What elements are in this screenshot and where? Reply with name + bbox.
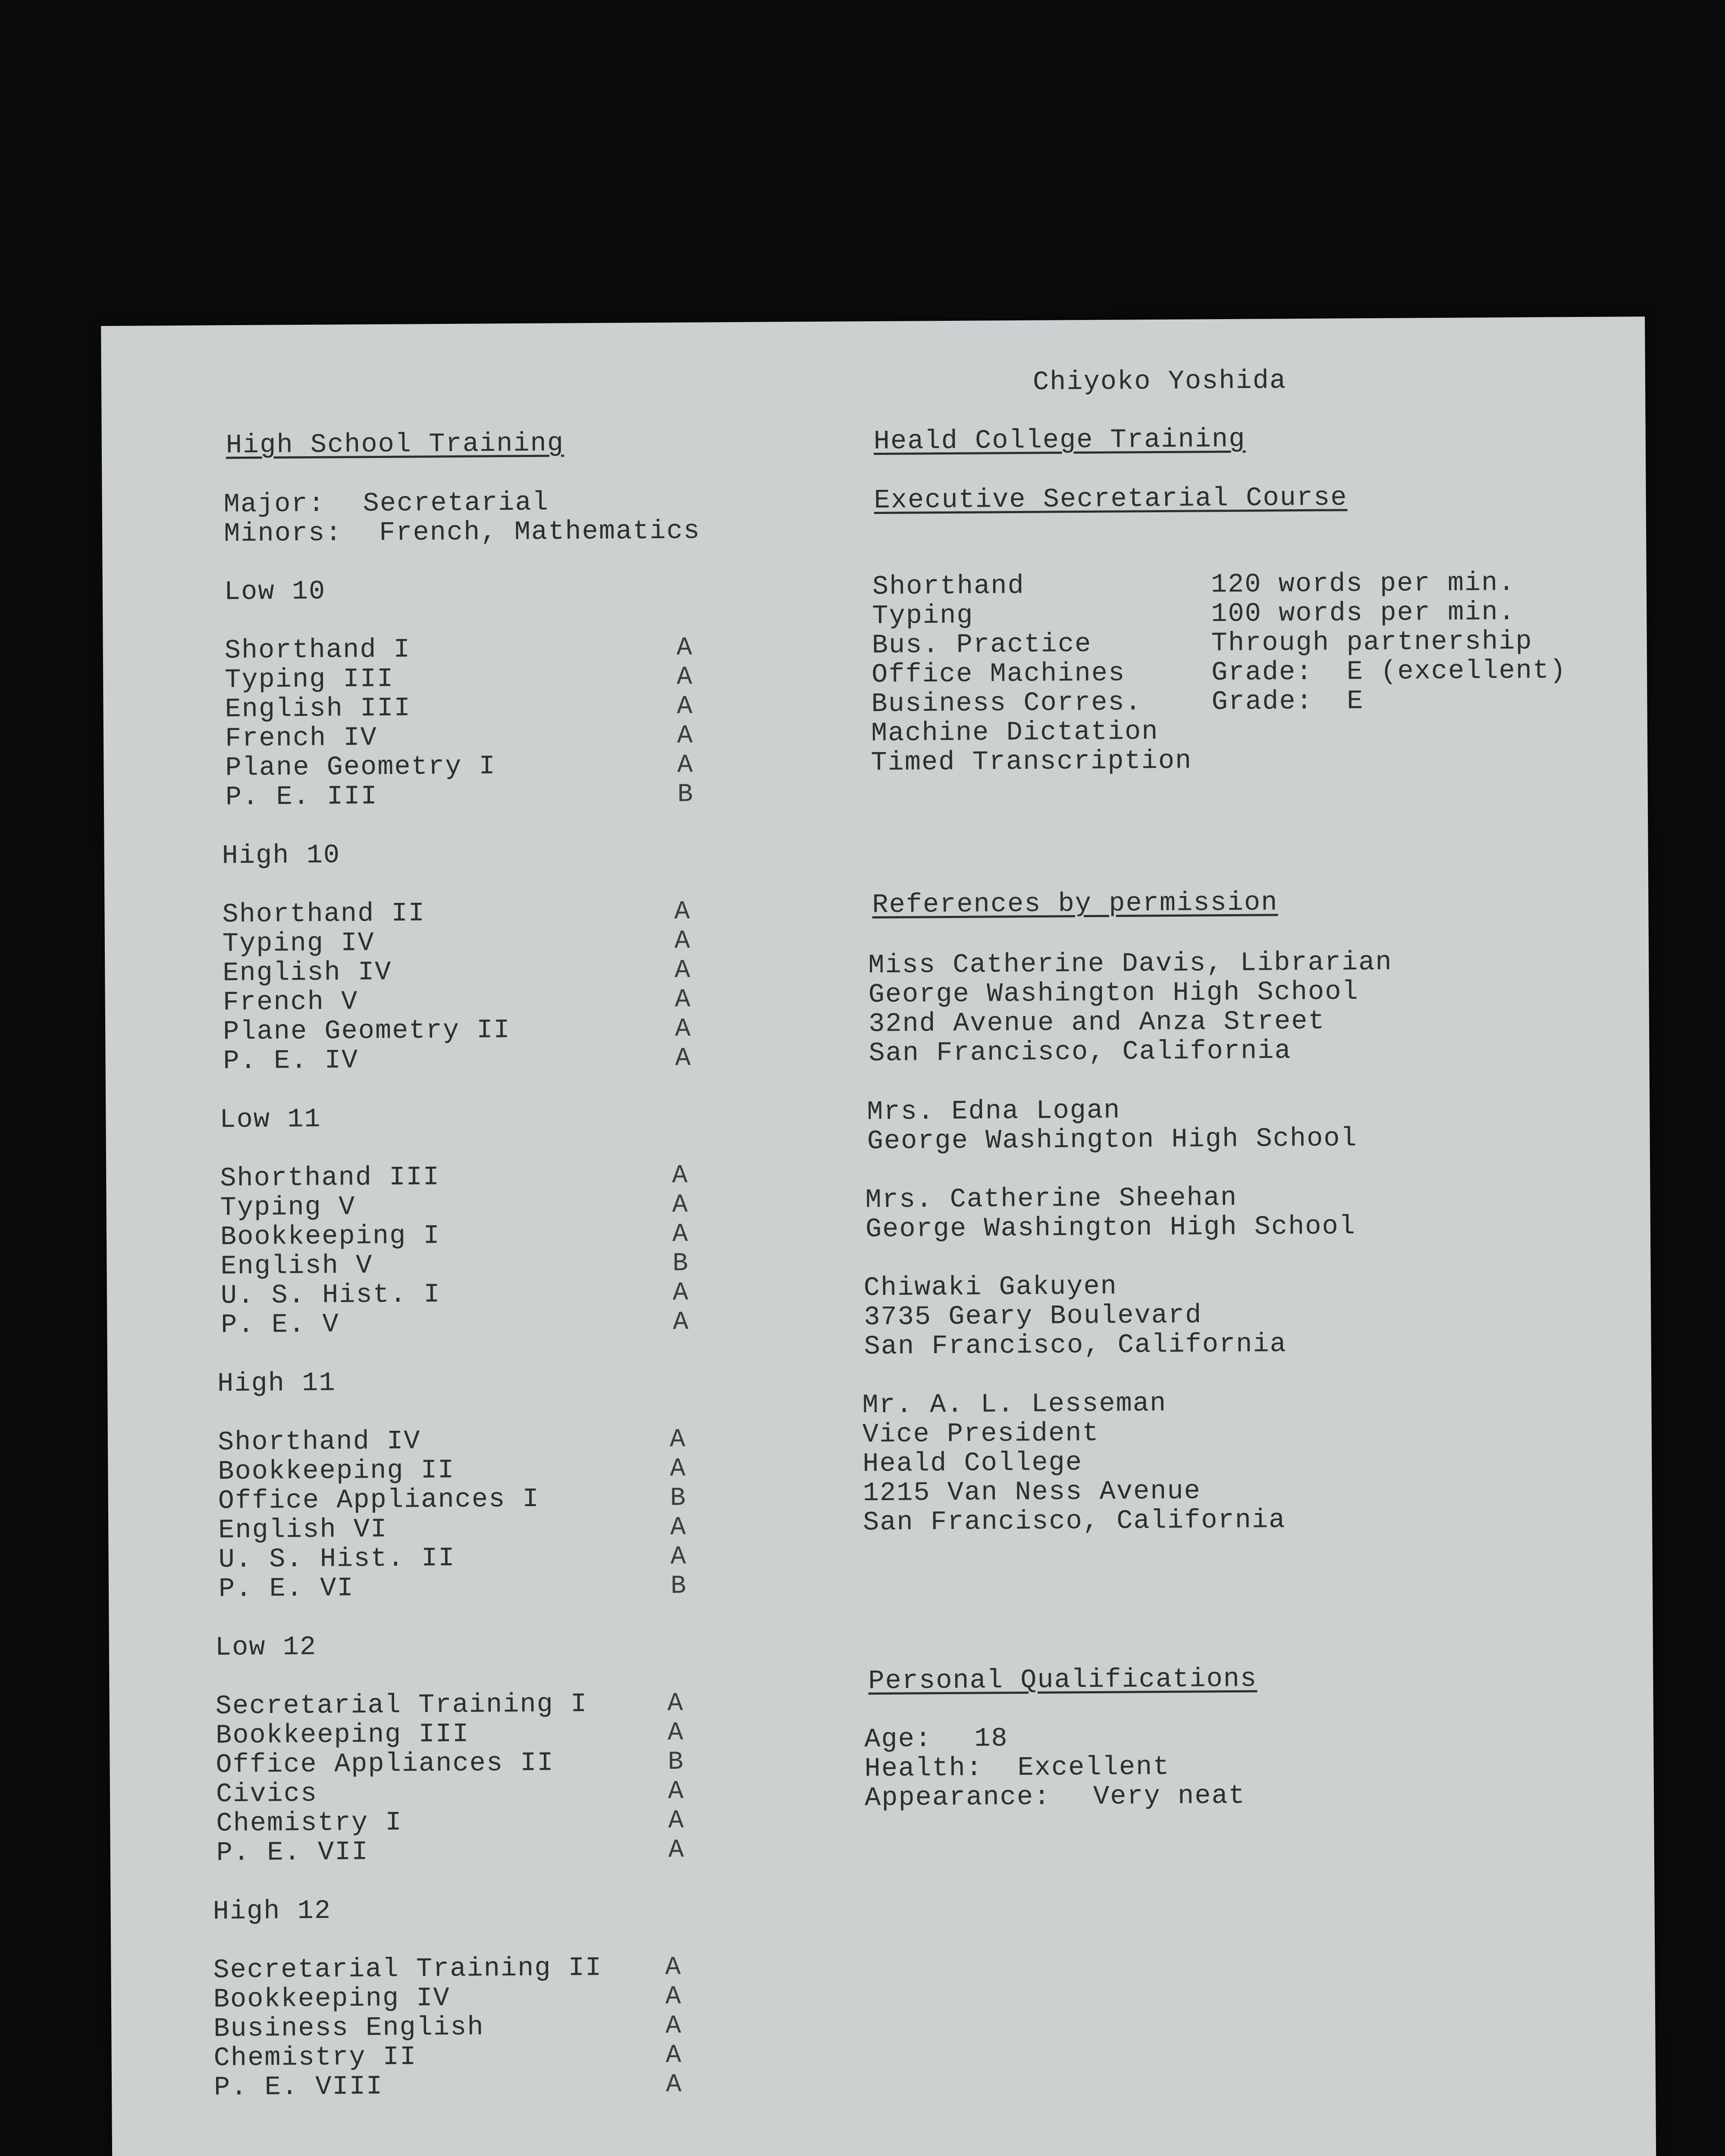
course-name: English III [225,693,411,725]
skill-detail: Grade: E (excellent) [1211,655,1567,688]
course-grade: A [670,1513,687,1542]
course-name: Plane Geometry II [223,1015,511,1047]
personal-qualifications-heading: Personal Qualifications [868,1663,1258,1697]
course-grade: A [668,1806,685,1836]
personal-value: Very neat [1093,1780,1246,1812]
course-grade: A [665,2011,682,2041]
course-name: Business English [213,2012,484,2044]
course-grade: B [670,1483,687,1513]
course-name: Shorthand IV [217,1426,421,1458]
term-heading: Low 10 [224,576,326,608]
course-name: Bookkeeping II [218,1455,455,1487]
course-name: Chemistry I [216,1807,402,1839]
high-school-training-heading: High School Training [226,428,565,461]
course-name: French IV [225,722,378,754]
course-name: Bookkeeping IV [213,1983,450,2015]
course-grade: B [670,1571,687,1601]
course-grade: A [670,1542,687,1572]
course-grade: A [672,1161,689,1191]
personal-label: Appearance: [864,1781,1051,1814]
course-grade: A [668,1835,685,1865]
course-grade: A [676,633,693,663]
minors-label: Minors: [223,517,342,549]
course-name: Office Appliances I [218,1483,539,1517]
course-name: Shorthand III [220,1162,440,1194]
course-name: Plane Geometry I [225,751,496,783]
course-name: P. E. IV [223,1045,359,1077]
reference-line: Mrs. Edna Logan [867,1095,1121,1128]
reference-line: San Francisco, California [864,1329,1287,1362]
course-grade: A [672,1190,689,1220]
course-name: English V [220,1250,373,1282]
course-grade: A [674,1014,692,1044]
course-name: English IV [223,956,392,989]
course-name: Shorthand II [222,898,426,930]
resume-page [101,317,1657,2156]
reference-line: Miss Catherine Davis, Librarian [868,946,1393,981]
course-grade: A [665,2040,682,2071]
course-grade: A [676,662,693,692]
reference-line: George Washington High School [865,1211,1356,1245]
course-name: P. E. VI [218,1573,354,1604]
course-grade: A [667,1689,684,1719]
course-name: Office Appliances II [216,1747,554,1780]
course-grade: A [674,956,691,985]
major-value: Secretarial [363,487,549,519]
reference-line: 1215 Van Ness Avenue [862,1476,1201,1509]
reference-line: 32nd Avenue and Anza Street [868,1006,1325,1040]
personal-label: Health: [864,1752,983,1784]
personal-value: Excellent [1017,1751,1170,1783]
course-grade: A [674,985,691,1015]
skill-name: Business Corres. [871,687,1142,720]
course-name: U. S. Hist. II [218,1543,455,1575]
course-name: Civics [216,1778,318,1810]
reference-line: George Washington High School [868,976,1359,1010]
course-grade: A [677,750,694,780]
skill-name: Timed Transcription [871,745,1192,778]
term-heading: High 10 [222,840,341,871]
skill-detail: 120 words per min. [1211,567,1515,600]
course-grade: A [674,897,691,927]
reference-line: Mr. A. L. Lesseman [862,1388,1167,1421]
reference-line: George Washington High School [867,1123,1358,1157]
executive-secretarial-course-heading: Executive Secretarial Course [874,482,1348,516]
reference-line: Heald College [862,1447,1083,1479]
course-name: P. E. VIII [213,2071,383,2103]
skill-detail: Through partnership [1211,626,1533,659]
reference-line: Vice President [862,1417,1100,1450]
course-grade: A [665,1982,682,2012]
personal-label: Age: [864,1724,932,1755]
reference-line: Mrs. Catherine Sheehan [865,1182,1238,1216]
course-name: P. E. VII [216,1836,369,1868]
course-name: Chemistry II [213,2041,417,2074]
course-name: P. E. III [225,781,378,813]
skill-name: Shorthand [872,570,1025,602]
course-grade: A [667,1718,684,1748]
course-name: U. S. Hist. I [220,1279,441,1311]
applicant-name: Chiyoko Yoshida [1032,365,1287,398]
heald-college-training-heading: Heald College Training [873,423,1246,457]
course-name: Typing V [220,1191,356,1223]
reference-line: 3735 Geary Boulevard [864,1300,1202,1333]
course-name: French V [223,986,358,1018]
course-name: Typing III [224,663,394,696]
course-grade: A [670,1454,687,1484]
course-name: Bookkeeping I [220,1220,440,1253]
reference-line: Chiwaki Gakuyen [863,1271,1118,1304]
course-grade: A [668,1777,685,1807]
course-grade: A [677,721,694,751]
term-heading: High 12 [213,1895,332,1927]
term-heading: High 11 [217,1367,336,1399]
course-grade: A [677,692,693,721]
skill-name: Bus. Practice [872,628,1092,661]
course-name: Secretarial Training II [213,1952,602,1986]
term-heading: Low 12 [215,1631,317,1663]
course-grade: A [672,1278,690,1308]
course-grade: A [665,1952,682,1983]
personal-value: 18 [974,1723,1008,1754]
course-grade: A [675,1044,692,1073]
course-grade: A [665,2070,683,2100]
references-heading: References by permission [872,887,1278,921]
skill-detail: 100 words per min. [1211,596,1516,630]
course-grade: B [668,1747,684,1777]
skill-name: Machine Dictation [871,716,1159,749]
minors-value: French, Mathematics [379,515,701,548]
course-grade: B [677,780,694,809]
skill-detail: Grade: E [1211,686,1364,718]
course-name: Shorthand I [224,634,411,666]
course-grade: A [669,1425,687,1454]
course-grade: B [672,1249,689,1279]
course-grade: A [674,926,691,956]
course-name: Secretarial Training I [215,1689,588,1722]
course-name: Bookkeeping III [215,1718,470,1751]
course-grade: A [672,1219,689,1249]
course-name: English VI [218,1514,388,1546]
course-grade: A [673,1307,690,1337]
major-label: Major: [223,488,326,520]
reference-line: San Francisco, California [869,1035,1292,1069]
skill-name: Typing [872,600,974,632]
reference-line: San Francisco, California [862,1504,1286,1538]
skill-name: Office Machines [871,658,1126,690]
term-heading: Low 11 [220,1103,321,1135]
course-name: Typing IV [222,928,375,959]
course-name: P. E. V [221,1309,339,1341]
